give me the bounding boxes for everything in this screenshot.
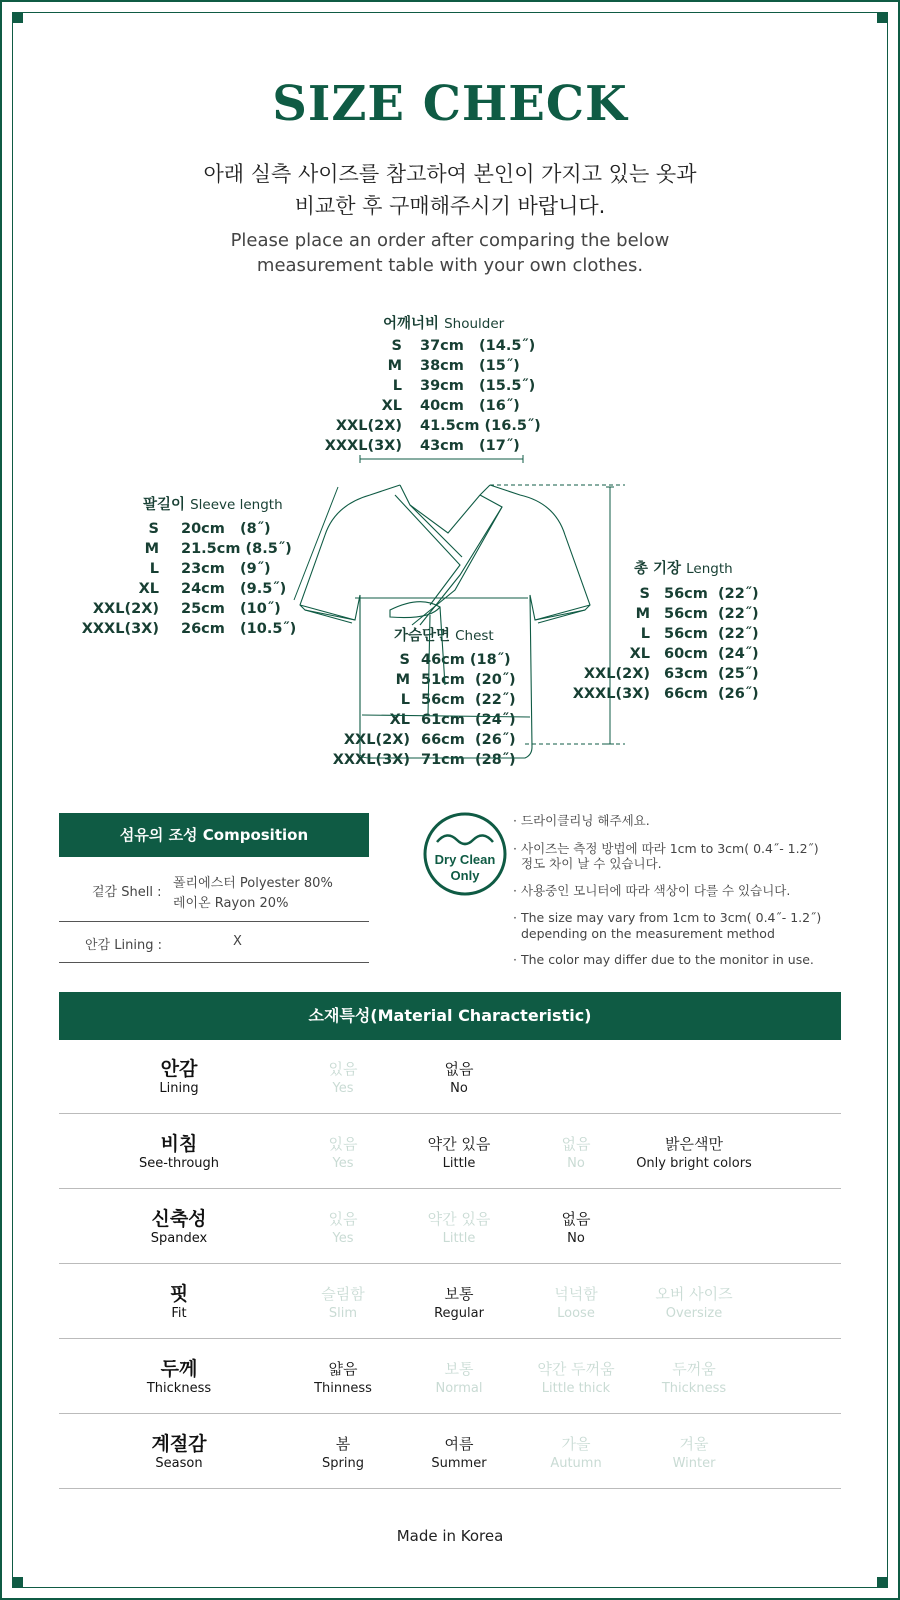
chest-size-label: XXXL(3X) bbox=[332, 752, 410, 768]
length-size-label: L bbox=[640, 626, 650, 642]
option-en: Autumn bbox=[550, 1456, 602, 1471]
sleeve-title-en: Sleeve length bbox=[190, 497, 283, 513]
sleeve-size-label: XXXL(3X) bbox=[81, 621, 159, 637]
length-size-label: XXXL(3X) bbox=[572, 686, 650, 702]
option-en: Slim bbox=[328, 1306, 358, 1321]
shoulder-title bbox=[383, 312, 504, 333]
material-option bbox=[283, 1265, 403, 1339]
chest-size-label: M bbox=[395, 672, 410, 688]
sleeve-size-value: 21.5cm (8.5˝) bbox=[181, 541, 292, 557]
dry-clean-icon bbox=[423, 812, 507, 896]
corner-square-br bbox=[877, 1577, 887, 1587]
material-option bbox=[516, 1340, 636, 1414]
sleeve-size-value: 23cm (9˝) bbox=[181, 561, 271, 577]
sleeve-title-ko: 팔길이 bbox=[143, 497, 186, 513]
option-ko: 여름 bbox=[444, 1435, 474, 1453]
material-option bbox=[283, 1340, 403, 1414]
sleeve-size-value: 24cm (9.5˝) bbox=[181, 581, 287, 597]
corner-square-tr bbox=[877, 13, 887, 23]
corner-square-bl bbox=[13, 1577, 23, 1587]
material-row-divider bbox=[59, 1413, 841, 1414]
chest-size-label: XL bbox=[389, 712, 410, 728]
material-option bbox=[634, 1340, 754, 1414]
option-en: Little thick bbox=[541, 1381, 611, 1396]
material-label-en: Spandex bbox=[150, 1231, 208, 1246]
material-row bbox=[59, 1040, 841, 1114]
option-en: Loose bbox=[557, 1306, 595, 1321]
care-note: · 사용중인 모니터에 따라 색상이 다를 수 있습니다. bbox=[513, 883, 791, 898]
material-row bbox=[59, 1340, 841, 1414]
option-en: Only bright colors bbox=[636, 1156, 752, 1171]
material-label-en: Season bbox=[155, 1456, 203, 1471]
composition-header: 섬유의 조성 Composition bbox=[59, 813, 369, 857]
material-option bbox=[283, 1415, 403, 1489]
composition-divider bbox=[59, 921, 369, 922]
option-en: Normal bbox=[435, 1381, 483, 1396]
length-size-value: 63cm (25˝) bbox=[664, 666, 759, 682]
material-row-label bbox=[119, 1115, 239, 1189]
material-option bbox=[634, 1415, 754, 1489]
chest-size-label: L bbox=[400, 692, 410, 708]
care-note: · 사이즈는 측정 방법에 따라 1cm to 3cm( 0.4˝- 1.2˝) bbox=[513, 841, 819, 856]
chest-size-value: 56cm (22˝) bbox=[421, 692, 516, 708]
option-ko: 없음 bbox=[561, 1210, 591, 1228]
length-size-value: 56cm (22˝) bbox=[664, 606, 759, 622]
length-size-value: 56cm (22˝) bbox=[664, 626, 759, 642]
material-option bbox=[399, 1040, 519, 1114]
sleeve-size-value: 26cm (10.5˝) bbox=[181, 621, 297, 637]
material-row bbox=[59, 1415, 841, 1489]
option-en: Little bbox=[442, 1231, 476, 1246]
material-row-divider bbox=[59, 1263, 841, 1264]
sleeve-size-label: L bbox=[149, 561, 159, 577]
care-note-cont: 정도 차이 날 수 있습니다. bbox=[521, 856, 662, 871]
material-header: 소재특성(Material Characteristic) bbox=[59, 992, 841, 1040]
material-option bbox=[399, 1340, 519, 1414]
option-ko: 오버 사이즈 bbox=[655, 1285, 733, 1303]
option-en: No bbox=[450, 1081, 468, 1096]
badge-line1: Dry Clean bbox=[434, 852, 496, 867]
material-option bbox=[399, 1190, 519, 1264]
option-ko: 있음 bbox=[328, 1210, 358, 1228]
option-ko: 밝은색만 bbox=[665, 1135, 723, 1153]
material-label-ko: 핏 bbox=[169, 1283, 189, 1305]
chest-size-label: S bbox=[399, 652, 410, 668]
option-en: Thickness bbox=[661, 1381, 727, 1396]
lining-label: 안감 Lining : bbox=[85, 938, 162, 953]
material-option bbox=[399, 1415, 519, 1489]
material-option bbox=[516, 1415, 636, 1489]
material-option bbox=[516, 1115, 636, 1189]
sleeve-title bbox=[143, 493, 283, 514]
composition-bottom-line bbox=[59, 962, 369, 963]
option-en: Oversize bbox=[665, 1306, 723, 1321]
option-en: Yes bbox=[332, 1156, 354, 1171]
length-title-en: Length bbox=[686, 561, 733, 577]
option-ko: 슬림함 bbox=[321, 1285, 365, 1303]
care-note-cont: depending on the measurement method bbox=[521, 926, 775, 941]
material-row-label bbox=[119, 1415, 239, 1489]
material-label-en: See-through bbox=[138, 1156, 220, 1171]
shell-label: 겉감 Shell : bbox=[92, 885, 162, 900]
material-row-label bbox=[119, 1265, 239, 1339]
care-note: · The size may vary from 1cm to 3cm( 0.4˝- 1.2˝) bbox=[513, 910, 822, 925]
option-ko: 보통 bbox=[444, 1285, 474, 1303]
length-size-label: XL bbox=[629, 646, 650, 662]
material-row-label bbox=[119, 1190, 239, 1264]
sleeve-size-value: 25cm (10˝) bbox=[181, 601, 281, 617]
shoulder-size-label: XL bbox=[381, 398, 402, 414]
chest-size-label: XXL(2X) bbox=[343, 732, 410, 748]
option-en: No bbox=[567, 1156, 585, 1171]
shoulder-title-ko: 어깨너비 bbox=[383, 316, 440, 332]
material-row bbox=[59, 1190, 841, 1264]
shoulder-title-en: Shoulder bbox=[444, 316, 505, 332]
material-option bbox=[516, 1190, 636, 1264]
care-note: · The color may differ due to the monitor in use. bbox=[513, 952, 814, 967]
shell-line2: 레이온 Rayon 20% bbox=[173, 896, 289, 911]
lining-value: X bbox=[233, 934, 242, 949]
option-en: No bbox=[567, 1231, 585, 1246]
material-option bbox=[283, 1190, 403, 1264]
option-ko: 보통 bbox=[444, 1360, 474, 1378]
material-label-en: Lining bbox=[159, 1081, 199, 1096]
material-label-ko: 두께 bbox=[160, 1358, 198, 1380]
chest-size-value: 46cm (18˝) bbox=[421, 652, 511, 668]
sleeve-size-label: S bbox=[148, 521, 159, 537]
shoulder-size-label: M bbox=[387, 358, 402, 374]
material-option bbox=[399, 1265, 519, 1339]
chest-size-value: 61cm (24˝) bbox=[421, 712, 516, 728]
option-ko: 없음 bbox=[561, 1135, 591, 1153]
length-size-value: 56cm (22˝) bbox=[664, 586, 759, 602]
length-title-ko: 총 기장 bbox=[634, 561, 682, 577]
option-en: Summer bbox=[431, 1456, 487, 1471]
intro-en-line2: measurement table with your own clothes. bbox=[256, 255, 644, 276]
care-note: · 드라이클리닝 해주세요. bbox=[513, 813, 650, 828]
option-ko: 약간 두꺼움 bbox=[537, 1360, 615, 1378]
option-ko: 봄 bbox=[335, 1435, 351, 1453]
material-row-label bbox=[119, 1340, 239, 1414]
shoulder-size-label: L bbox=[392, 378, 402, 394]
option-en: Winter bbox=[672, 1456, 716, 1471]
material-row-divider bbox=[59, 1488, 841, 1489]
material-label-en: Fit bbox=[171, 1306, 187, 1321]
length-size-label: XXL(2X) bbox=[583, 666, 650, 682]
length-size-value: 60cm (24˝) bbox=[664, 646, 759, 662]
sleeve-size-label: XXL(2X) bbox=[92, 601, 159, 617]
option-ko: 두꺼움 bbox=[672, 1360, 716, 1378]
material-label-ko: 신축성 bbox=[151, 1208, 207, 1230]
chest-size-value: 71cm (28˝) bbox=[421, 752, 516, 768]
option-en: Thinness bbox=[314, 1381, 372, 1396]
shoulder-size-label: XXXL(3X) bbox=[324, 438, 402, 454]
chest-size-value: 51cm (20˝) bbox=[421, 672, 516, 688]
corner-square-tl bbox=[13, 13, 23, 23]
option-ko: 얇음 bbox=[328, 1360, 358, 1378]
sleeve-size-value: 20cm (8˝) bbox=[181, 521, 271, 537]
option-en: Regular bbox=[434, 1306, 484, 1321]
garment-diagram bbox=[280, 455, 640, 775]
chest-title-en: Chest bbox=[455, 628, 494, 644]
option-ko: 넉넉함 bbox=[554, 1285, 598, 1303]
page-title: SIZE CHECK bbox=[272, 76, 628, 132]
material-label-ko: 비침 bbox=[160, 1133, 198, 1155]
shoulder-size-value: 43cm (17˝) bbox=[420, 438, 520, 454]
option-ko: 가을 bbox=[561, 1435, 591, 1453]
option-en: Little bbox=[442, 1156, 476, 1171]
intro-ko-line1: 아래 실측 사이즈를 참고하여 본인이 가지고 있는 옷과 bbox=[203, 162, 697, 186]
option-en: Spring bbox=[322, 1456, 364, 1471]
shoulder-size-value: 38cm (15˝) bbox=[420, 358, 520, 374]
material-row-divider bbox=[59, 1188, 841, 1189]
option-ko: 있음 bbox=[328, 1060, 358, 1078]
material-row-divider bbox=[59, 1113, 841, 1114]
length-size-value: 66cm (26˝) bbox=[664, 686, 759, 702]
shoulder-size-value: 40cm (16˝) bbox=[420, 398, 520, 414]
material-label-ko: 계절감 bbox=[151, 1433, 207, 1455]
material-option bbox=[399, 1115, 519, 1189]
option-en: Yes bbox=[332, 1081, 354, 1096]
material-option bbox=[283, 1040, 403, 1114]
length-title bbox=[634, 557, 733, 578]
length-size-label: S bbox=[639, 586, 650, 602]
badge-line2: Only bbox=[450, 868, 480, 883]
shell-line1: 폴리에스터 Polyester 80% bbox=[173, 876, 333, 891]
sleeve-size-label: XL bbox=[138, 581, 159, 597]
chest-title-ko: 가슴단면 bbox=[394, 628, 451, 644]
material-row bbox=[59, 1265, 841, 1339]
shoulder-size-value: 39cm (15.5˝) bbox=[420, 378, 536, 394]
option-ko: 겨울 bbox=[679, 1435, 709, 1453]
option-ko: 약간 있음 bbox=[427, 1135, 491, 1153]
material-option bbox=[634, 1265, 754, 1339]
option-ko: 없음 bbox=[444, 1060, 474, 1078]
material-row bbox=[59, 1115, 841, 1189]
material-option bbox=[634, 1115, 754, 1189]
material-option bbox=[283, 1115, 403, 1189]
intro-en-line1: Please place an order after comparing the below bbox=[230, 230, 670, 251]
shoulder-size-label: XXL(2X) bbox=[335, 418, 402, 434]
option-en: Yes bbox=[332, 1231, 354, 1246]
material-label-ko: 안감 bbox=[160, 1058, 198, 1080]
made-in-label: Made in Korea bbox=[396, 1527, 504, 1545]
intro-ko-line2: 비교한 후 구매해주시기 바랍니다. bbox=[294, 194, 606, 218]
shoulder-size-value: 41.5cm (16.5˝) bbox=[420, 418, 541, 434]
shoulder-size-value: 37cm (14.5˝) bbox=[420, 338, 536, 354]
material-row-label bbox=[119, 1040, 239, 1114]
material-row-divider bbox=[59, 1338, 841, 1339]
chest-size-value: 66cm (26˝) bbox=[421, 732, 516, 748]
sleeve-size-label: M bbox=[144, 541, 159, 557]
material-label-en: Thickness bbox=[146, 1381, 212, 1396]
length-size-label: M bbox=[635, 606, 650, 622]
option-ko: 약간 있음 bbox=[427, 1210, 491, 1228]
option-ko: 있음 bbox=[328, 1135, 358, 1153]
material-option bbox=[516, 1265, 636, 1339]
shoulder-size-label: S bbox=[391, 338, 402, 354]
